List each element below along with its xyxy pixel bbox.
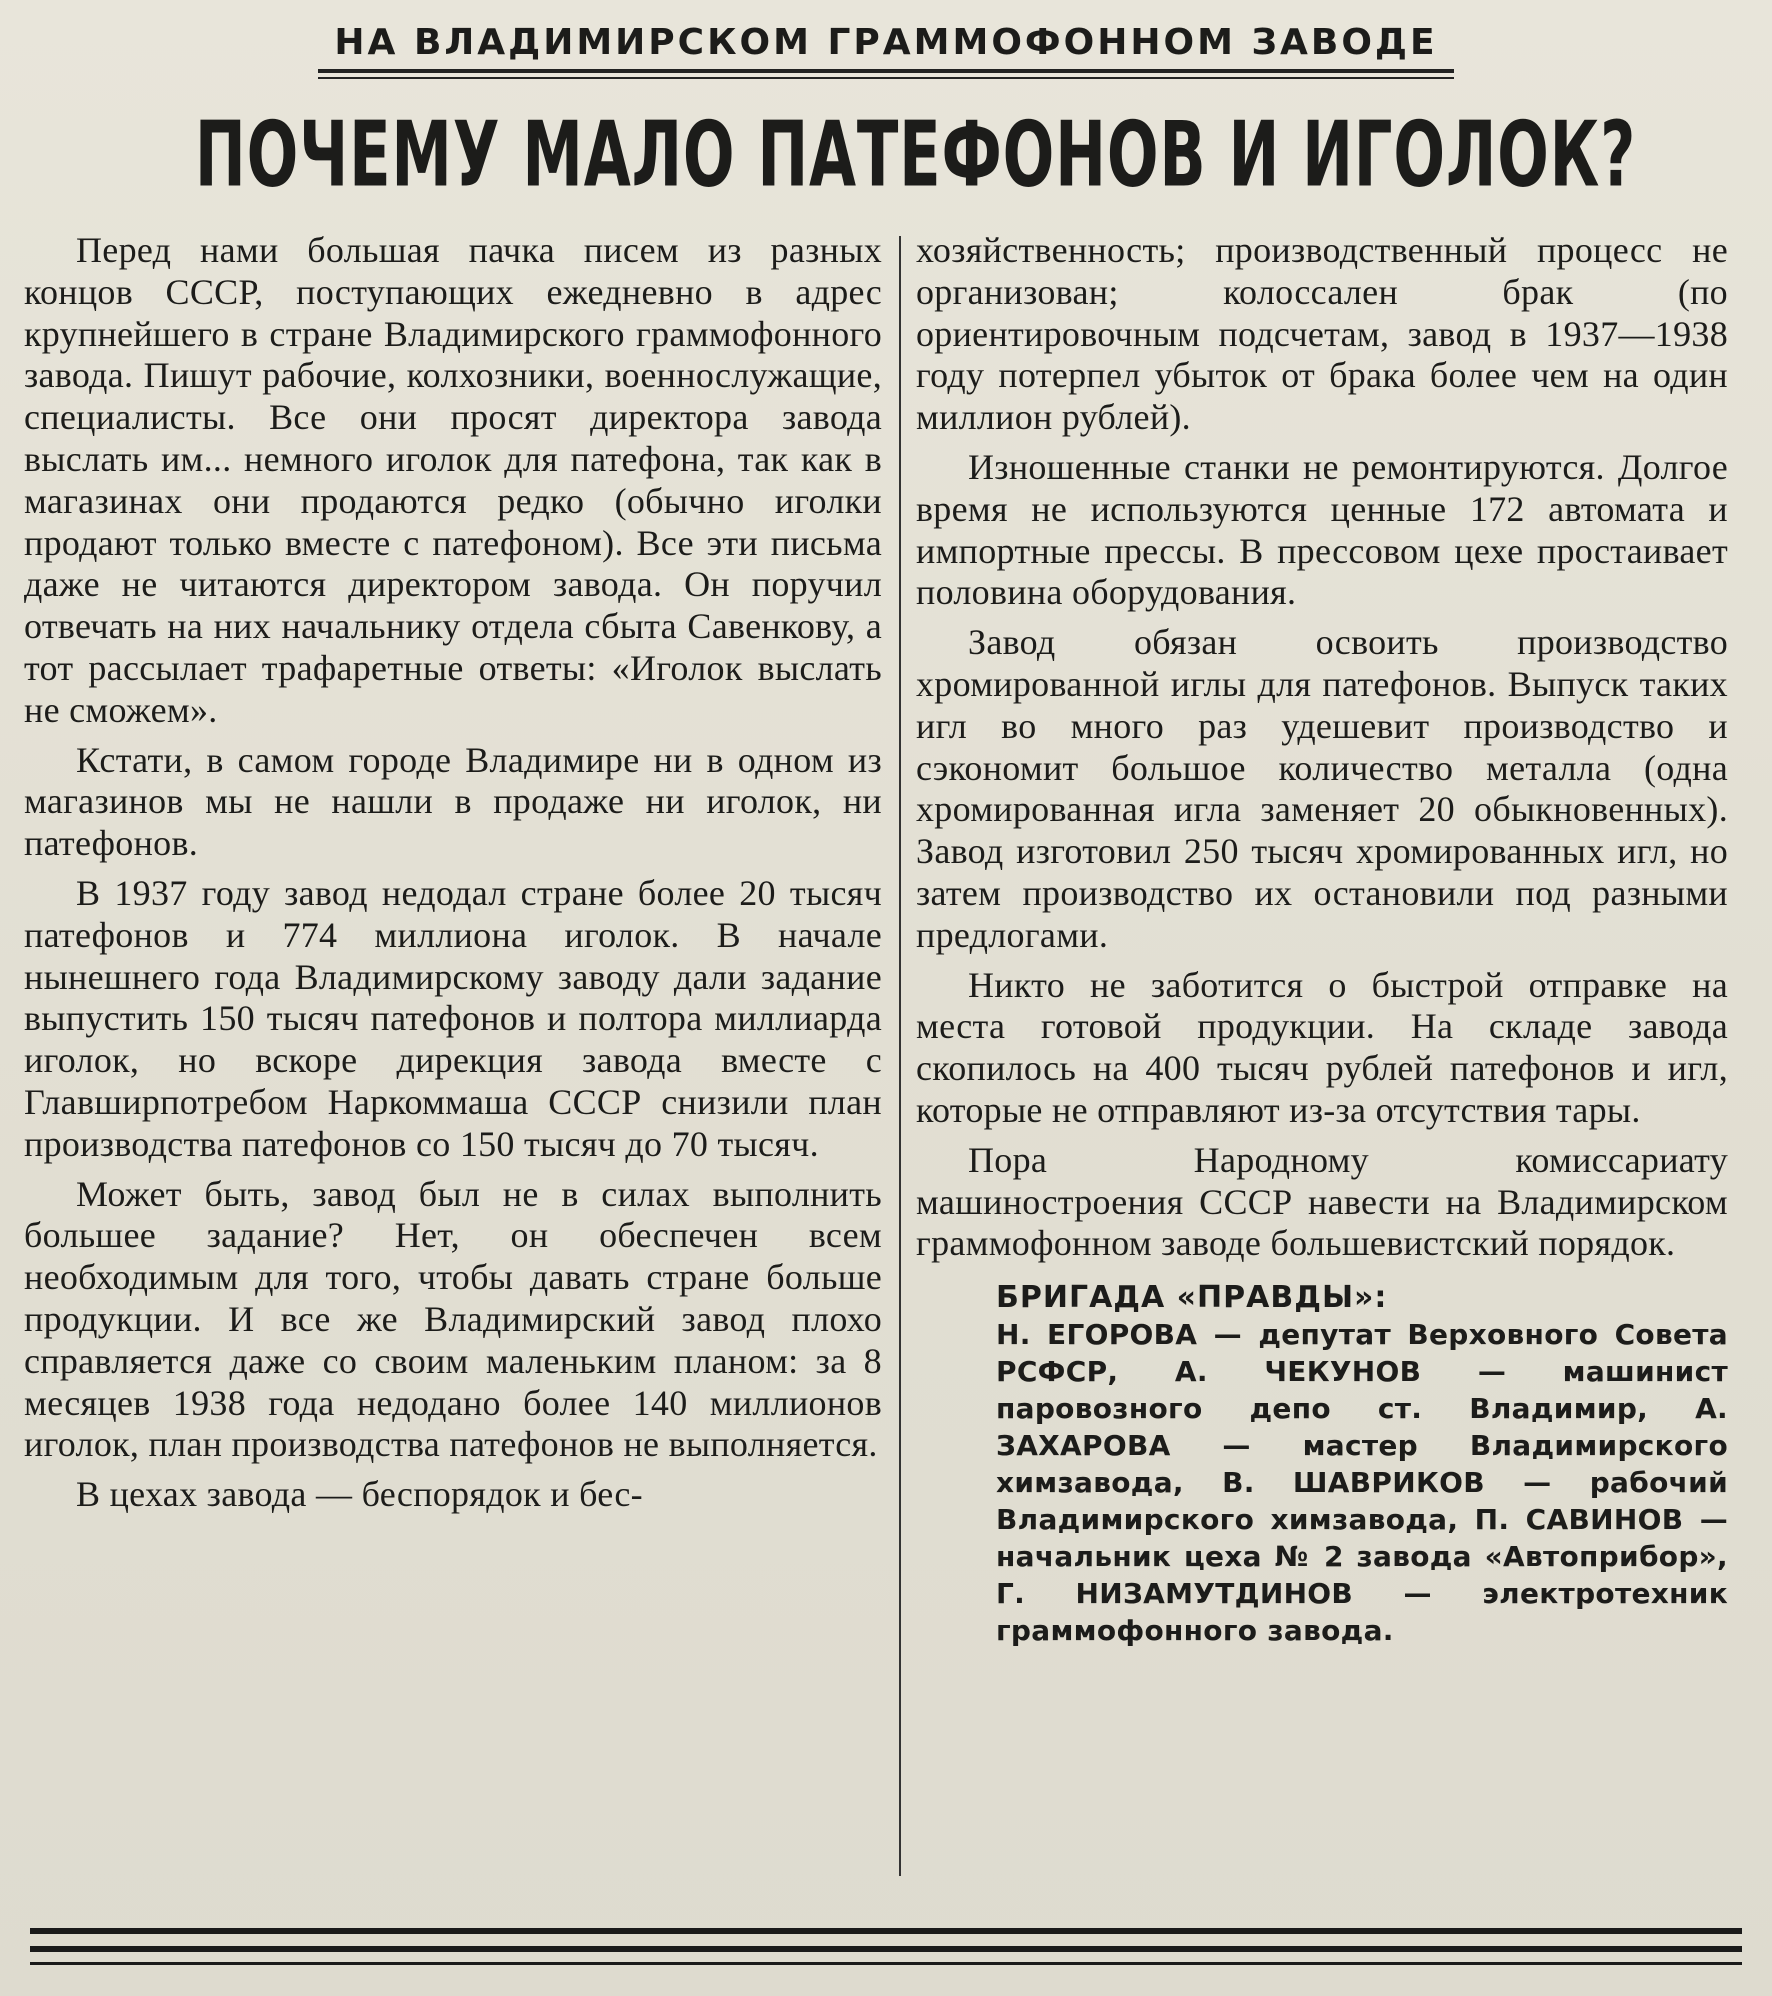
column-divider	[899, 236, 901, 1876]
byline-authors: Н. ЕГОРОВА — депутат Верховного Совета РСФСР, А. ЧЕКУНОВ — машинист паровозного депо ст. Владимир, А. ЗАХАРОВА — мастер Владимирского химзавода, В. ШАВРИКОВ — рабочий Владимирского химзавода, П. САВИНОВ — начальник цеха № 2 завода «Автоприбор», Г. НИЗАМУТДИНОВ — электротехник граммофонного завода.	[996, 1318, 1728, 1648]
paragraph: Завод обязан освоить производство хромированной иглы для патефонов. Выпуск таких игл во много раз удешевит производство и сэкономит большое количество металла (одна хромированная игла заменяет 20 обыкновенных). Завод изготовил 250 тысяч хромированных игл, но затем производство их остановили под разными предлогами.	[916, 622, 1728, 955]
bottom-rule	[30, 1946, 1742, 1952]
byline-heading: БРИГАДА «ПРАВДЫ»:	[996, 1280, 1388, 1316]
paragraph: Перед нами большая пачка писем из разных концов СССР, поступающих ежедневно в адрес крупнейшего в стране Владимирского граммофонного завода. Пишут рабочие, колхозники, военнослужащие, специалисты. Все они просят директора завода выслать им... немного иголок для патефона, так как в магазинах они продаются редко (обычно иголки продают только вместе с патефоном). Все эти письма даже не читаются директором завода. Он поручил отвечать на них начальнику отдела сбыта Савенкову, а тот рассылает трафаретные ответы: «Иголок выслать не сможем».	[24, 230, 882, 730]
bottom-rule	[30, 1962, 1742, 1965]
paragraph: Никто не заботится о быстрой отправке на места готовой продукции. На складе завода скопилось на 400 тысяч рублей патефонов и игл, которые не отправляют из-за отсутствия тары.	[916, 964, 1728, 1130]
article-headline: ПОЧЕМУ МАЛО ПАТЕФОНОВ И ИГОЛОК?	[194, 104, 1637, 208]
byline	[916, 1279, 1728, 1649]
rubric-container	[0, 8, 1772, 73]
right-column	[916, 230, 1728, 1649]
paragraph: Может быть, завод был не в силах выполнить большее задание? Нет, он обеспечен всем необходимым для того, чтобы давать стране больше продукции. И все же Владимирский завод плохо справляется даже со своим маленьким планом: за 8 месяцев 1938 года недодано более 140 миллионов иголок, план производства патефонов не выполняется.	[24, 1173, 882, 1465]
left-column	[24, 230, 882, 1524]
paragraph-continuation: хозяйственность; производственный процесс не организован; колоссален брак (по ориентировочным подсчетам, завод в 1937—1938 году потерпел убыток от брака более чем на один миллион рублей).	[916, 230, 1728, 438]
paragraph: В цехах завода — беспорядок и бес-	[76, 1474, 643, 1515]
paragraph: В 1937 году завод недодал стране более 20 тысяч патефонов и 774 миллиона иголок. В начале нынешнего года Владимирскому заводу дали задание выпустить 150 тысяч патефонов и полтора миллиарда иголок, но вскоре дирекция завода вместе с Главширпотребом Наркоммаша СССР снизили план производства патефонов со 150 тысяч до 70 тысяч.	[24, 872, 882, 1164]
paragraph: Кстати, в самом городе Владимире ни в одном из магазинов мы не нашли в продаже ни иголок, ни патефонов.	[24, 739, 882, 864]
paragraph: Изношенные станки не ремонтируются. Долгое время не используются ценные 172 автомата и импортные прессы. В прессовом цехе простаивает половина оборудования.	[916, 446, 1728, 613]
bottom-rule	[30, 1928, 1742, 1934]
section-rubric: НА ВЛАДИМИРСКОМ ГРАММОФОННОМ ЗАВОДЕ	[318, 8, 1453, 73]
paragraph: Пора Народному комиссариату машиностроения СССР навести на Владимирском граммофонном заводе большевистский порядок.	[916, 1139, 1728, 1264]
